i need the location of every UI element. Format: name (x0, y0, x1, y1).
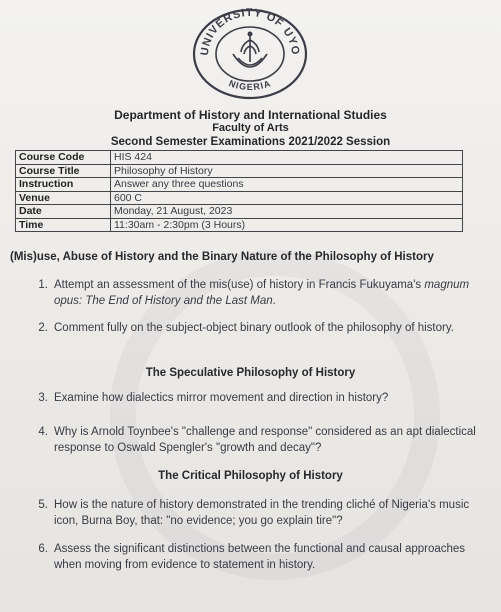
table-row (16, 164, 463, 178)
instruction-value: Answer any three questions (111, 178, 463, 192)
date-value: Monday, 21 August, 2023 (111, 205, 463, 219)
question-6 (38, 541, 483, 573)
question-5 (38, 497, 483, 529)
date-label: Date (16, 205, 111, 219)
seal-top-text: UNIVERSITY OF UYO (198, 6, 302, 57)
question-4 (38, 424, 483, 456)
book-title: magnum opus: The End of History and the Last Man (54, 279, 470, 307)
table-row (16, 178, 463, 192)
section-title-critical: The Critical Philosophy of History (158, 470, 343, 482)
exam-heading: Second Semester Examinations 2021/2022 Session (110, 136, 391, 148)
instruction-label: Instruction (16, 178, 111, 192)
question-text: Comment fully on the subject-object binary outlook of the philosophy of history. (54, 322, 454, 334)
venue-value: 600 C (111, 191, 463, 205)
venue-label: Venue (16, 191, 111, 205)
question-number: 3. (38, 392, 48, 404)
course-info-table (15, 150, 463, 232)
question-2 (38, 320, 483, 336)
section-title-speculative: The Speculative Philosophy of History (145, 367, 356, 379)
question-number: 2. (38, 322, 48, 334)
faculty-heading: Faculty of Arts (212, 122, 289, 134)
time-label: Time (16, 218, 111, 232)
course-code-label: Course Code (16, 151, 111, 165)
question-text: Why is Arnold Toynbee's "challenge and response" considered as an apt dialectical response to Oswald Spengler's "growth and decay"? (54, 426, 476, 454)
table-row (16, 151, 463, 165)
university-seal-logo (186, 4, 314, 102)
department-heading: Department of History and International Studies (114, 108, 387, 122)
course-title-label: Course Title (16, 164, 111, 178)
table-row (16, 218, 463, 232)
table-row (16, 191, 463, 205)
course-code-value: HIS 424 (111, 151, 463, 165)
question-text: How is the nature of history demonstrated in the trending cliché of Nigeria's music icon, Burna Boy, that: "no evidence; you go explain tire"? (54, 499, 470, 527)
section-title-misuse: (Mis)use, Abuse of History and the Binary Nature of the Philosophy of History (10, 251, 434, 263)
time-value: 11:30am - 2:30pm (3 Hours) (111, 218, 463, 232)
question-text: Assess the significant distinctions between the functional and causal approaches when moving from evidence to statement in history. (54, 543, 466, 571)
seal-bottom-text: NIGERIA (227, 78, 273, 93)
table-row (16, 205, 463, 219)
question-text: Examine how dialectics mirror movement and direction in history? (54, 392, 389, 404)
question-number: 1. (38, 279, 48, 291)
question-1 (38, 277, 483, 309)
question-text-part: . (272, 295, 276, 307)
question-3 (38, 390, 483, 406)
question-number: 5. (38, 499, 48, 511)
question-number: 6. (38, 543, 48, 555)
question-number: 4. (38, 426, 48, 438)
course-title-value: Philosophy of History (111, 164, 463, 178)
question-text-part: Attempt an assessment of the mis(use) of history in Francis Fukuyama's (54, 279, 425, 291)
question-text (54, 277, 483, 309)
